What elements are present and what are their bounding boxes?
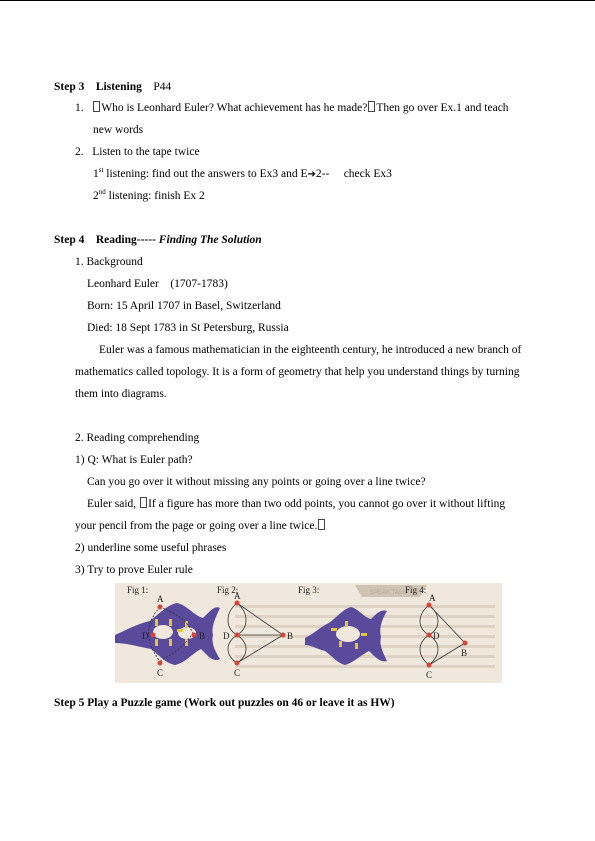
missing-glyph-icon [368, 101, 375, 112]
paragraph-line-2: mathematics called topology. It is a form of geometry that help you understand things by turning [75, 366, 520, 378]
item2-number: 2. [75, 146, 84, 158]
euler-quote-line-2 [75, 519, 326, 533]
step3-page: P44 [153, 81, 172, 93]
question-3: 3) Try to prove Euler rule [75, 564, 193, 576]
second-listening-line [93, 189, 205, 203]
step4-title-italic: Finding The Solution [158, 234, 262, 246]
banner-text: SPEAK TASK [370, 590, 407, 596]
step4-title-prefix: Reading----- [95, 234, 156, 246]
euler-name: Leonhard Euler (1707-1783) [87, 278, 228, 290]
top-border-line [0, 0, 595, 1]
fig2-point-a: A [234, 591, 241, 601]
question-1-detail: Can you go over it without missing any points or going over a line twice? [87, 476, 426, 488]
fig1-point-a: A [157, 594, 164, 604]
second-ordinal-suffix: nd [98, 188, 106, 197]
euler-quote-a: If a figure has more than two odd points, you cannot go over it without lifting [148, 498, 506, 510]
euler-born: Born: 15 April 1707 in Basel, Switzerland [87, 300, 281, 312]
item1-number: 1. [75, 102, 84, 114]
fig1-point-c: C [157, 668, 164, 678]
item1-text-a: Who is Leonhard Euler? What achievement has he made? [101, 102, 368, 114]
fig3-label: Fig 3: [298, 585, 320, 595]
missing-glyph-icon [318, 519, 325, 530]
item1-text-b: Then go over Ex.1 and teach [376, 102, 509, 114]
first-listening-tail: 2-- check Ex3 [315, 168, 392, 180]
euler-bridges-figure [115, 583, 502, 683]
fig4-point-c: C [426, 670, 433, 680]
paragraph-line-3: them into diagrams. [75, 388, 167, 400]
paragraph-line-1: Euler was a famous mathematician in the eighteenth century, he introduced a new branch of [99, 344, 522, 356]
arrow-right-icon: ➔ [307, 169, 316, 180]
first-listening-text: listening: find out the answers to Ex3 and E [103, 168, 308, 180]
first-listening-line [93, 167, 392, 182]
euler-said: Euler said, [87, 498, 140, 510]
fig4-label: Fig 4: [405, 585, 427, 595]
euler-died: Died: 18 Sept 1783 in St Petersburg, Russia [87, 322, 289, 334]
step3-label: Step 3 [54, 81, 85, 93]
fig2-point-d: D [223, 631, 230, 641]
missing-glyph-icon [93, 101, 100, 112]
background-label: 1. Background [75, 256, 143, 268]
item1-text-c: new words [93, 124, 144, 136]
fig1-point-b: B [199, 631, 206, 641]
fig2-point-c: C [234, 668, 241, 678]
first-ordinal-suffix: st [98, 166, 104, 175]
first-ordinal: 1 [93, 168, 99, 180]
reading-label: 2. Reading comprehending [75, 432, 200, 444]
fig4-point-a: A [429, 593, 436, 603]
question-2: 2) underline some useful phrases [75, 542, 227, 554]
step4-label: Step 4 [54, 234, 85, 246]
step3-heading-line [54, 80, 171, 94]
fig2-point-b: B [287, 631, 294, 641]
step3-item1 [75, 101, 509, 115]
fig1-label: Fig 1: [127, 585, 149, 595]
euler-quote-b: your pencil from the page or going over a line twice. [75, 520, 318, 532]
second-listening-text: listening: finish Ex 2 [105, 190, 205, 202]
question-1: 1) Q: What is Euler path? [75, 454, 193, 466]
missing-glyph-icon [140, 497, 147, 508]
fig1-point-d: D [142, 631, 149, 641]
item2-text: Listen to the tape twice [92, 146, 200, 158]
figure-canvas [115, 583, 502, 683]
second-ordinal: 2 [93, 190, 99, 202]
step4-heading-line [54, 233, 262, 247]
step5-line: Step 5 Play a Puzzle game (Work out puzzles on 46 or leave it as HW) [54, 697, 395, 709]
step3-title: Listening [95, 81, 142, 93]
fig2-label: Fig 2: [217, 585, 239, 595]
step3-item2 [75, 145, 200, 159]
fig4-point-d: D [433, 631, 440, 641]
fig4-point-b: B [461, 648, 468, 658]
euler-quote-line [87, 497, 505, 511]
